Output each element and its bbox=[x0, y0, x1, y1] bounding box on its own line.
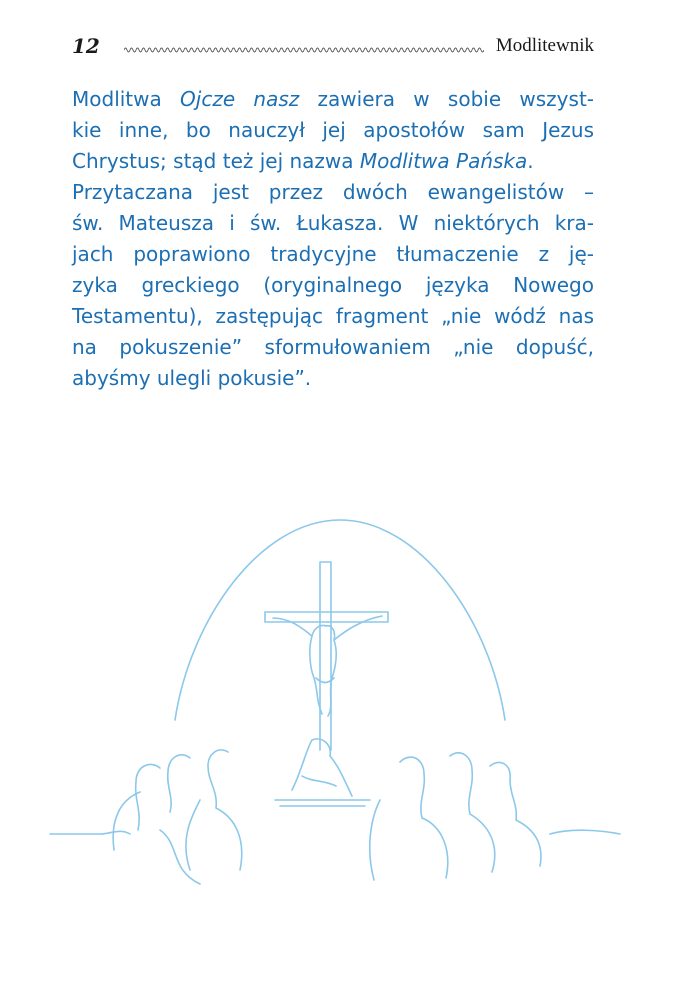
central-figure bbox=[292, 739, 352, 796]
emphasis: Ojcze nasz bbox=[180, 87, 300, 111]
body-paragraph bbox=[72, 84, 594, 394]
christ-figure bbox=[273, 616, 382, 716]
cross-icon bbox=[265, 562, 388, 750]
text-line: na pokuszenie” sformułowaniem „nie dopuść, bbox=[72, 335, 594, 359]
page-number: 12 bbox=[72, 34, 100, 58]
text-line: abyśmy ulegli pokusie”. bbox=[72, 366, 312, 390]
text-line: Modlitwa Ojcze nasz zawiera w sobie wszyst- bbox=[72, 87, 594, 111]
text-line: jach poprawiono tradycyjne tłumaczenie z ję- bbox=[72, 242, 594, 266]
halo-arc bbox=[175, 520, 505, 720]
text-line: zyka greckiego (oryginalnego języka Nowego bbox=[72, 273, 594, 297]
text-line: Testamentu), zastępując fragment „nie wódź nas bbox=[72, 304, 594, 328]
running-title: Modlitewnik bbox=[495, 35, 594, 56]
text-line: Chrystus; stąd też jej nazwa Modlitwa Pańska. bbox=[72, 149, 534, 173]
page-header bbox=[72, 34, 594, 64]
text-line: Przytaczana jest przez dwóch ewangelistów – bbox=[72, 180, 594, 204]
emphasis: Modlitwa Pańska bbox=[359, 149, 528, 173]
crucifixion-illustration bbox=[40, 500, 640, 920]
apostles-left bbox=[113, 750, 242, 884]
apostles-right bbox=[370, 753, 541, 880]
text-line: św. Mateusza i św. Łukasza. W niektórych kra- bbox=[72, 211, 594, 235]
text-line: kie inne, bo nauczył jej apostołów sam Jezus bbox=[72, 118, 594, 142]
table-line bbox=[275, 800, 370, 806]
horizon-line bbox=[50, 830, 620, 834]
decorative-wave-rule bbox=[124, 44, 484, 56]
